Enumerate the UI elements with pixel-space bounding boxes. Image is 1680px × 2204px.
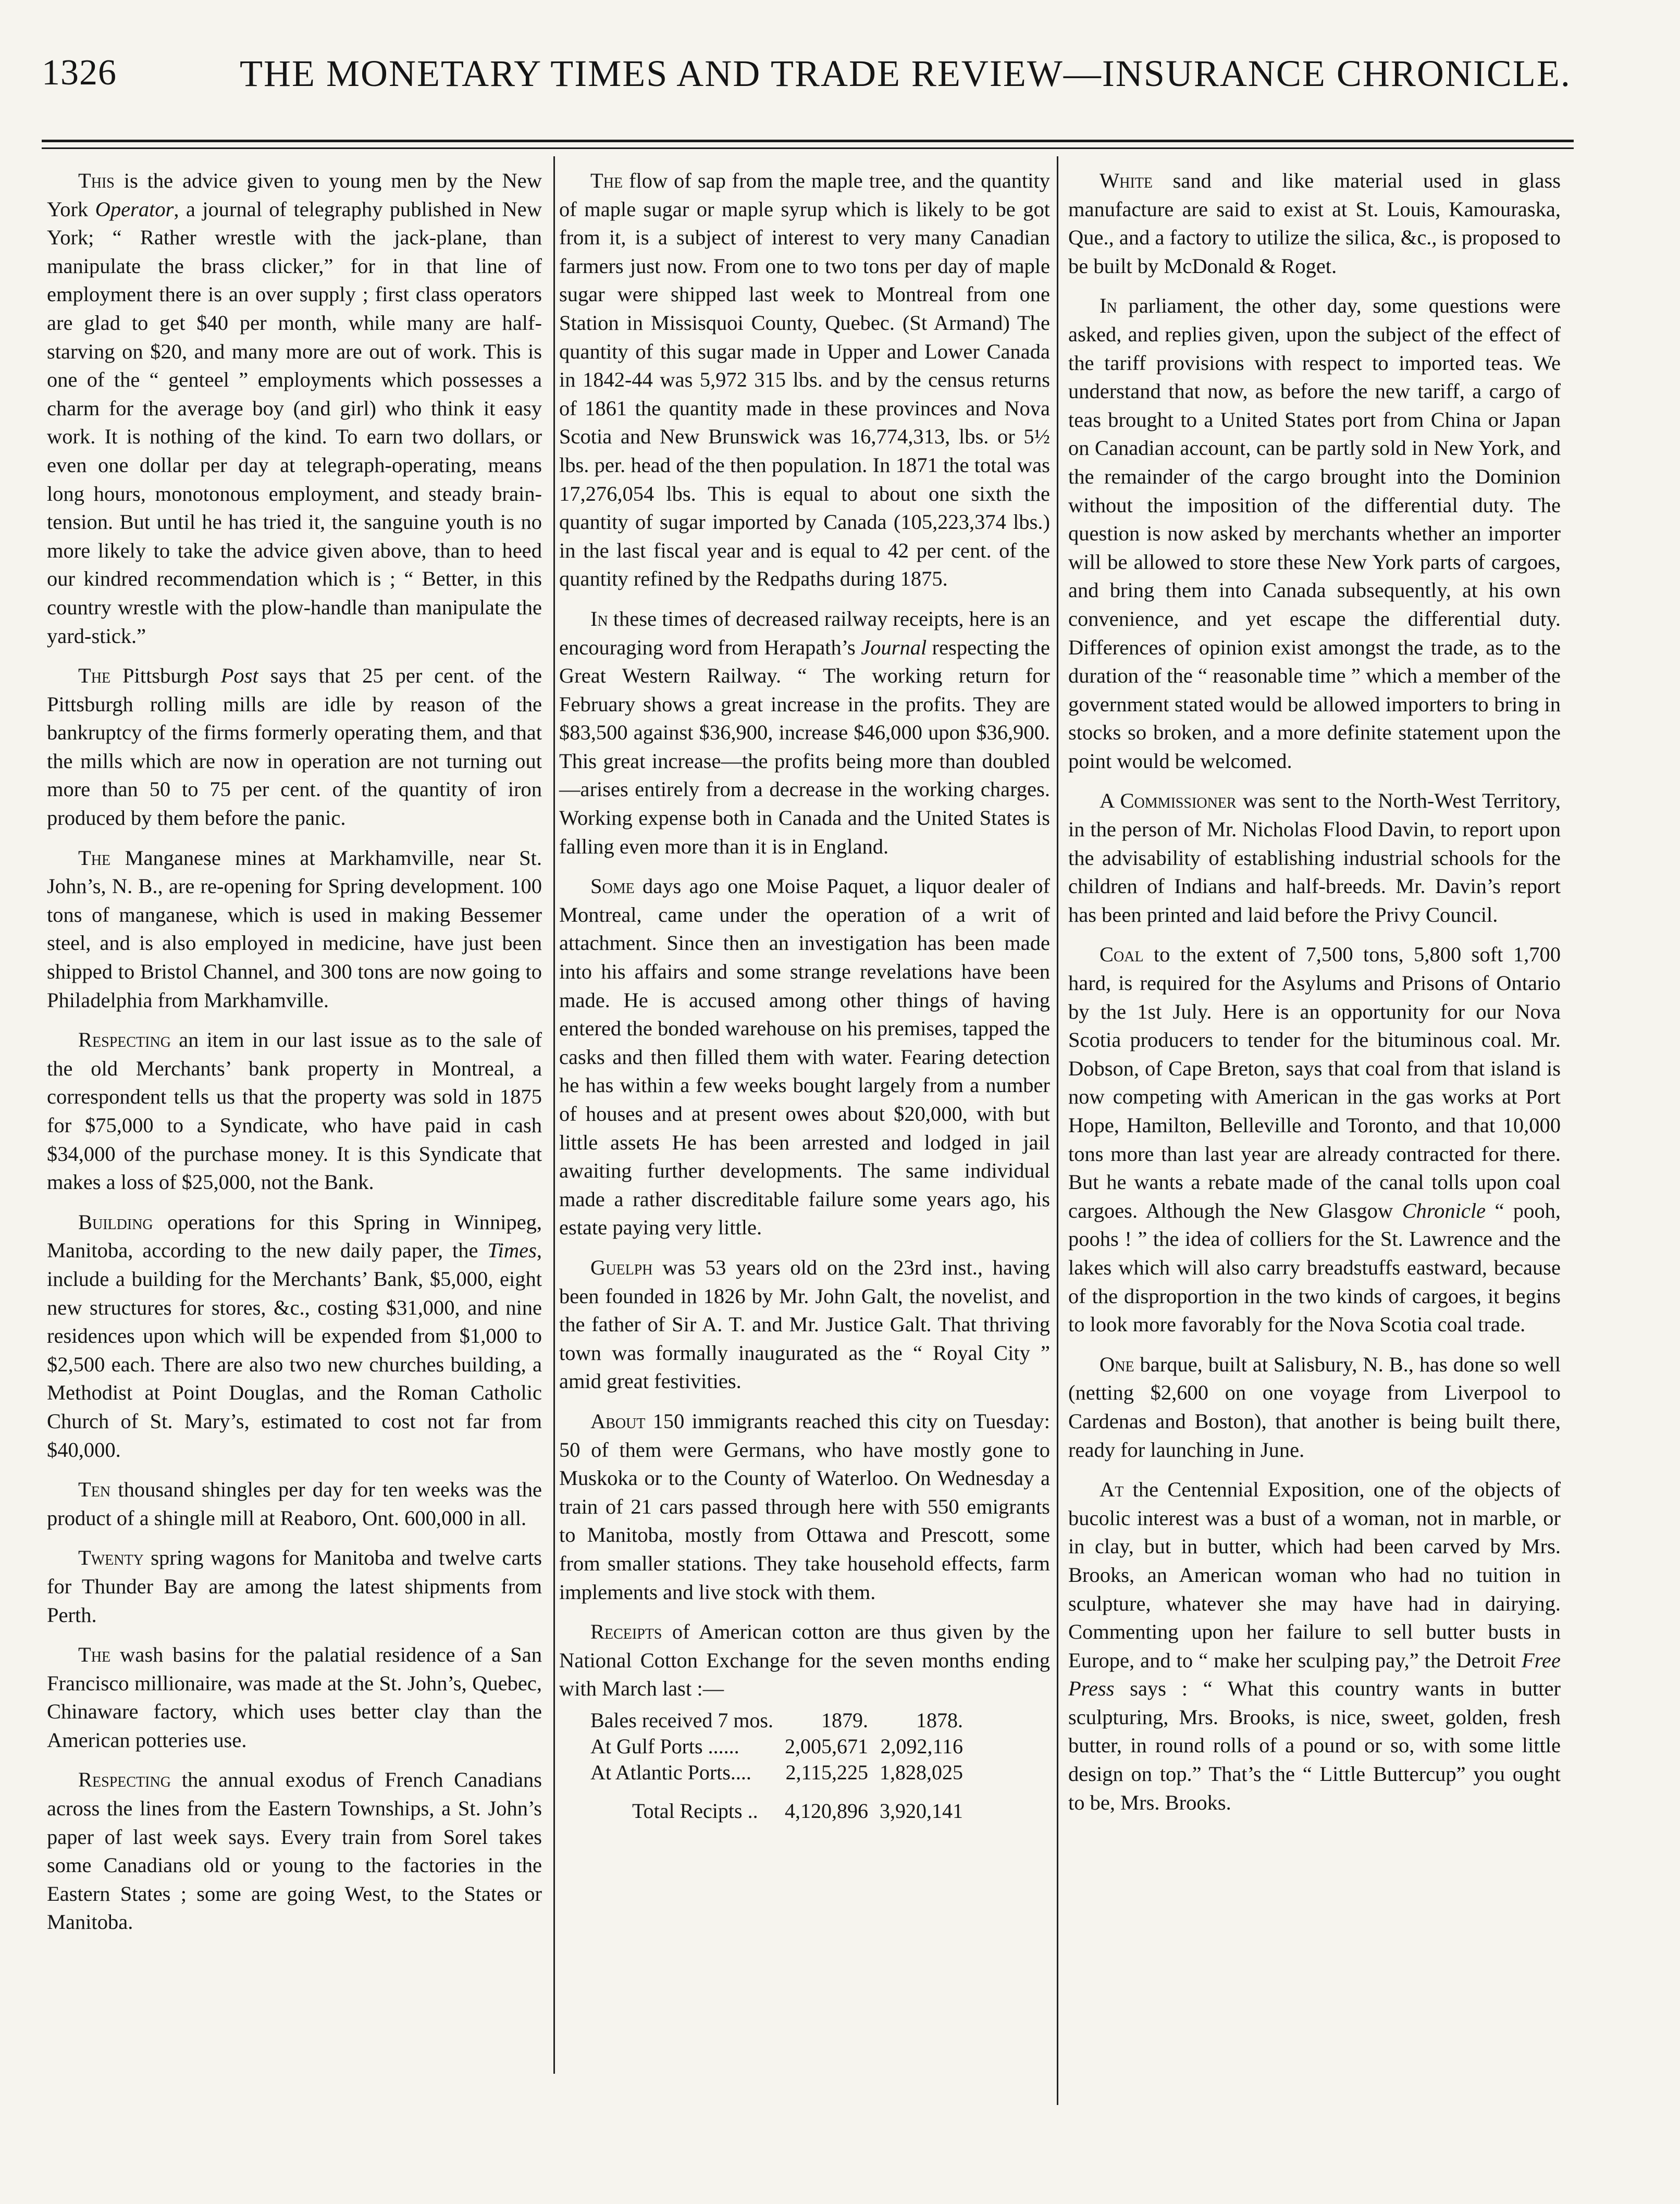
article-maple-sugar: The flow of sap from the maple tree, and the quantity of maple sugar or maple syrup which is likely to be got from it, is a subject of interest to very many Canadian farmers just now. From one to two tons per day of maple sugar were shipped last week to Montreal from one Station in Missisquoi County, Quebec. (St Armand) The quantity of this sugar made in Upper and Lower Canada in 1842-44 was 5,972 315 lbs. and by the census returns of 1861 the quantity made in these provinces and Nova Scotia and New Brunswick was 16,774,313, lbs. or 5½ lbs. per. head of the then population. In 1871 the total was 17,276,054 lbs. This is equal to about one sixth the quantity of sugar imported by Canada (105,223,374 lbs.) in the last fiscal year and is equal to 42 per cent. of the quantity refined by the Redpaths during 1875.	[559, 169, 1050, 591]
table-cell-label: At Gulf Ports ......	[590, 1734, 739, 1758]
table-row	[590, 1760, 974, 1786]
table-row	[590, 1734, 974, 1760]
article-great-western: In these times of decreased railway receipts, here is an encouraging word from Herapath’s Journal respecting the Great Western Railway. “ The working return for February shows a great increase in the profits. They are $83,500 against $36,900, increase $46,000 upon $36,900. This great increase—the profits being more than doubled—arises entirely from a decrease in the working charges. Working expense both in Canada and the United States is falling even more than it is in England.	[559, 606, 1050, 858]
article-wagons: Twenty spring wagons for Manitoba and twelve carts for Thunder Bay are among the latest shipments from Perth.	[47, 1546, 542, 1627]
table-cell-1879: 2,115,225	[785, 1760, 868, 1784]
article-barque: One barque, built at Salisbury, N. B., has done so well (netting $2,600 on one voyage from Liverpool to Cardenas and Boston), that another is being built there, ready for launching in June.	[1068, 1352, 1561, 1462]
article-commissioner: A Commissioner was sent to the North-West Territory, in the person of Mr. Nicholas Flood Davin, to report upon the advisability of establishing industrial schools for the children of Indians and half-breeds. Mr. Davin’s report has been printed and laid before the Privy Council.	[1068, 789, 1561, 926]
table-header-row	[590, 1707, 974, 1734]
table-total-label: Total Recipts ..	[632, 1799, 758, 1823]
header-rule-thin	[42, 147, 1574, 149]
table-cell-1878: 2,092,116	[880, 1734, 963, 1758]
article-coal: Coal to the extent of 7,500 tons, 5,800 soft 1,700 hard, is required for the Asylums and Prisons of Ontario by the 1st July. Here is an opportunity for our Nova Scotia producers to tender for the bituminous coal. Mr. Dobson, of Cape Breton, says that coal from that island is now competing with American in the gas works at Port Hope, Hamilton, Belleville and Toronto, and that 10,000 tons more than last year are already contracted for there. But he wants a rebate made of the canal tolls upon coal cargoes. Although the New Glasgow Chronicle “ pooh, poohs ! ” the idea of colliers for the St. Lawrence and the lakes which will also carry breadstuffs eastward, because of the disproportion in the two kinds of cargoes, it begins to look more favorably for the Nova Scotia coal trade.	[1068, 943, 1561, 1336]
article-cotton-receipts: Receipts of American cotton are thus given by the National Cotton Exchange for the seven months ending with March last :—	[559, 1620, 1050, 1701]
column-2	[559, 167, 1050, 1824]
article-immigrants: About 150 immigrants reached this city on Tuesday: 50 of them were Germans, who have mostly gone to Muskoka or to the County of Waterloo. On Wednesday a train of 21 cars passed through here with 550 emigrants to Manitoba, mostly from Ottawa and Prescott, some from smaller stations. They take household effects, farm implements and live stock with them.	[559, 1409, 1050, 1604]
article-manganese: The Manganese mines at Markhamville, near St. John’s, N. B., are re-opening for Spring development. 100 tons of manganese, which is used in making Bessemer steel, and is also employed in medicine, have just been shipped to Bristol Channel, and 300 tons are now going to Philadelphia from Markhamville.	[47, 846, 542, 1012]
table-cell-label: At Atlantic Ports....	[590, 1760, 751, 1784]
article-wash-basins: The wash basins for the palatial residence of a San Francisco millionaire, was made at the St. John’s, Quebec, Chinaware factory, which uses better clay than the American potteries use.	[47, 1643, 542, 1752]
cotton-receipts-table	[590, 1707, 974, 1824]
table-header-label: Bales received 7 mos.	[590, 1708, 773, 1732]
article-french-exodus: Respecting the annual exodus of French Canadians across the lines from the Eastern Townships, a St. John’s paper of last week says. Every train from Sorel takes some Canadians old or young to the factories in the Eastern States ; some are going West, to the States or Manitoba.	[47, 1768, 542, 1934]
article-pittsburgh-mills: The Pittsburgh Post says that 25 per cent. of the Pittsburgh rolling mills are idle by reason of the bankruptcy of the firms formerly operating them, and that the mills which are now in operation are not turning out more than 50 to 75 per cent. of the quantity of iron produced by them before the panic.	[47, 664, 542, 830]
article-guelph: Guelph was 53 years old on the 23rd inst., having been founded in 1826 by Mr. John Galt, the novelist, and the father of Sir A. T. and Mr. Justice Galt. That thriving town was formally inaugurated as the “ Royal City ” amid great festivities.	[559, 1255, 1050, 1393]
article-tea-tariff: In parliament, the other day, some questions were asked, and replies given, upon the subject of the effect of the tariff provisions with respect to imported teas. We understand that now, as before the new tariff, a cargo of teas brought to a United States port from China or Japan on Canadian account, can be partly sold in New York, and the remainder of the cargo brought into the Dominion without the imposition of the differential duty. The question is now asked by merchants whether an importer will be allowed to store these New York parts of cargoes, and bring them into Canada subsequently, at his own convenience, and yet escape the differential duty. Differences of opinion exist amongst the trade, as to the duration of the “ reasonable time ” which a member of the government stated would be allowed importers to bring in stocks so broken, and a more definite statement upon the point would be welcomed.	[1068, 294, 1561, 773]
article-merchants-bank: Respecting an item in our last issue as to the sale of the old Merchants’ bank property in Montreal, a correspondent tells us that the property was sold in 1875 for $75,000 to a Syndicate, who have paid in cash $34,000 of the purchase money. It is this Syndicate that makes a loss of $25,000, not the Bank.	[47, 1028, 542, 1194]
header-rule-thick	[42, 140, 1574, 142]
running-head: THE MONETARY TIMES AND TRADE REVIEW—INSURANCE CHRONICLE.	[240, 53, 1571, 94]
article-winnipeg-building: Building operations for this Spring in Winnipeg, Manitoba, according to the new daily paper, the Times, include a building for the Merchants’ Bank, $5,000, eight new structures for stores, &c., costing $31,000, and nine residences upon which will be expended from $1,000 to $2,500 each. There are also two new churches building, a Methodist at Point Douglas, and the Roman Catholic Church of St. Mary’s, estimated to cost not far from $40,000.	[47, 1210, 542, 1462]
table-cell-1879: 2,005,671	[785, 1734, 868, 1758]
article-butter-bust: At the Centennial Exposition, one of the objects of bucolic interest was a bust of a woman, not in marble, or in clay, but in butter, which had been carved by Mrs. Brooks, an American woman who had no tuition in sculpture, whatever she may have had in dairying. Commenting upon her failure to sell butter busts in Europe, and to “ make her sculping pay,” the Detroit Free Press says : “ What this country wants in butter sculpturing, Mrs. Brooks, is nice, sweet, golden, fresh butter, in round rolls of a pound or so, with some little design on top.” That’s the “ Little Buttercup” you ought to be, Mrs. Brooks.	[1068, 1478, 1561, 1814]
column-1	[47, 167, 542, 1948]
table-cell-1878: 1,828,025	[880, 1760, 963, 1784]
table-total-1879: 4,120,896	[785, 1799, 868, 1823]
article-telegraphy: This is the advice given to young men by the New York Operator, a journal of telegraphy published in New York; “ Rather wrestle with the jack-plane, than manipulate the brass clicker,” for in that line of employment there is an over supply ; first class operators are glad to get $40 per month, while many are half-starving on $20, and many more are out of work. This is one of the “ genteel ” employments which possesses a charm for the average boy (and girl) who think it easy work. It is nothing of the kind. To earn two dollars, or even one dollar per day at telegraph-operating, means long hours, monotonous employment, and steady brain-tension. But until he has tried it, the sanguine youth is no more likely to take the advice given above, than to heed our kindred recommendation which is ; “ Better, in this country wrestle with the plow-handle than manipulate the yard-stick.”	[47, 169, 542, 648]
table-header-1879: 1879.	[821, 1708, 868, 1732]
page-number: 1326	[42, 53, 117, 93]
table-header-1878: 1878.	[916, 1708, 963, 1732]
article-glass-sand: White sand and like material used in glass manufacture are said to exist at St. Louis, Kamouraska, Que., and a factory to utilize the silica, &c., is proposed to be built by McDonald & Roget.	[1068, 169, 1561, 278]
column-3	[1068, 167, 1561, 1828]
table-total-row	[590, 1786, 974, 1824]
column-divider-1	[553, 156, 555, 2074]
article-paquet: Some days ago one Moise Paquet, a liquor dealer of Montreal, came under the operation of a writ of attachment. Since then an investigation has been made into his affairs and some strange revelations have been made. He is accused among other things of having entered the bonded warehouse on his premises, tapped the casks and then filled them with water. Fearing detection he has within a few weeks bought largely from a number of houses and at present owes about $20,000, with but little assets He has been arrested and lodged in jail awaiting further developments. The same individual made a rather discreditable failure some years ago, his estate paying very little.	[559, 874, 1050, 1240]
column-divider-2	[1057, 156, 1058, 2105]
page-header	[42, 52, 1571, 109]
table-total-1878: 3,920,141	[880, 1799, 963, 1823]
article-shingles: Ten thousand shingles per day for ten weeks was the product of a shingle mill at Reaboro, Ont. 600,000 in all.	[47, 1478, 542, 1530]
